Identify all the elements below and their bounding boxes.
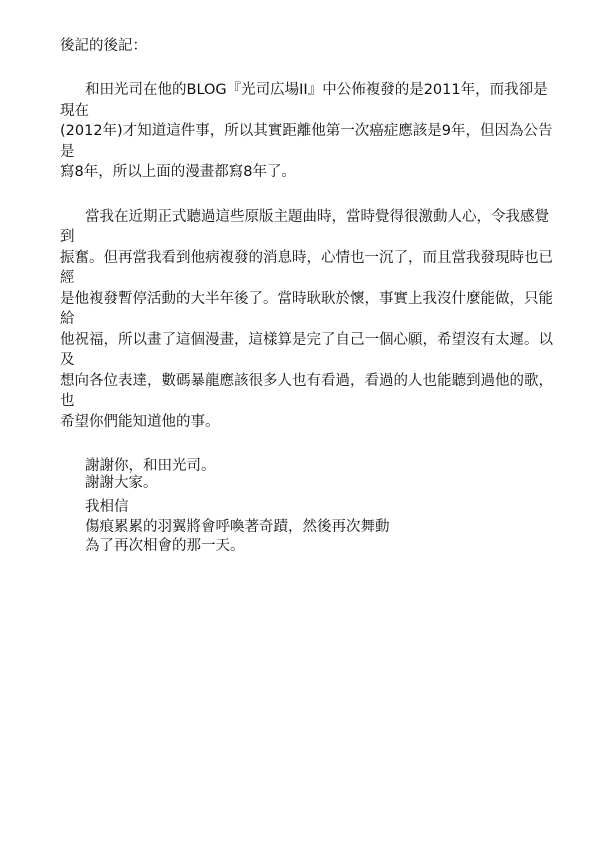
thanks-line: 謝謝你，和田光司。: [85, 458, 216, 474]
paragraph-2: 當我在近期正式聽過這些原版主題曲時，當時覺得很激動人心，令我感覺到 振奮。但再當我看到他病複發的消息時，心情也一沉了，而且當我發現時也已經 是他複發暫停活動的大半年後了。當時耿耿於懷，事實上我沒什麼能做，只能給 他祝福，所以畫了這個漫畫，這樣算是完了自己一個心願，希望沒有太遲。以及 想向各位表達，數碼暴龍應該很多人也有看過，看過的人也能聽到過他的歌，也 希望你們能知道他的事。: [60, 208, 553, 430]
poem-line: 傷痕累累的羽翼將會呼喚著奇蹟，然後再次舞動: [85, 518, 390, 535]
poem-line: 我相信: [85, 499, 129, 515]
poem-line: 為了再次相會的那一天。: [85, 538, 245, 554]
afterword-heading: 後記的後記：: [60, 38, 147, 54]
paragraph-1: 和田光司在他的BLOG『光司広場II』中公佈複發的是2011年，而我卻是現在 (2012年)才知道這件事，所以其實距離他第一次癌症應該是9年，但因為公告是 寫8年，所以上面的漫畫都寫8年了。: [60, 82, 553, 180]
poem-block: [85, 498, 560, 557]
closing-line: 謝謝大家。: [85, 475, 158, 491]
